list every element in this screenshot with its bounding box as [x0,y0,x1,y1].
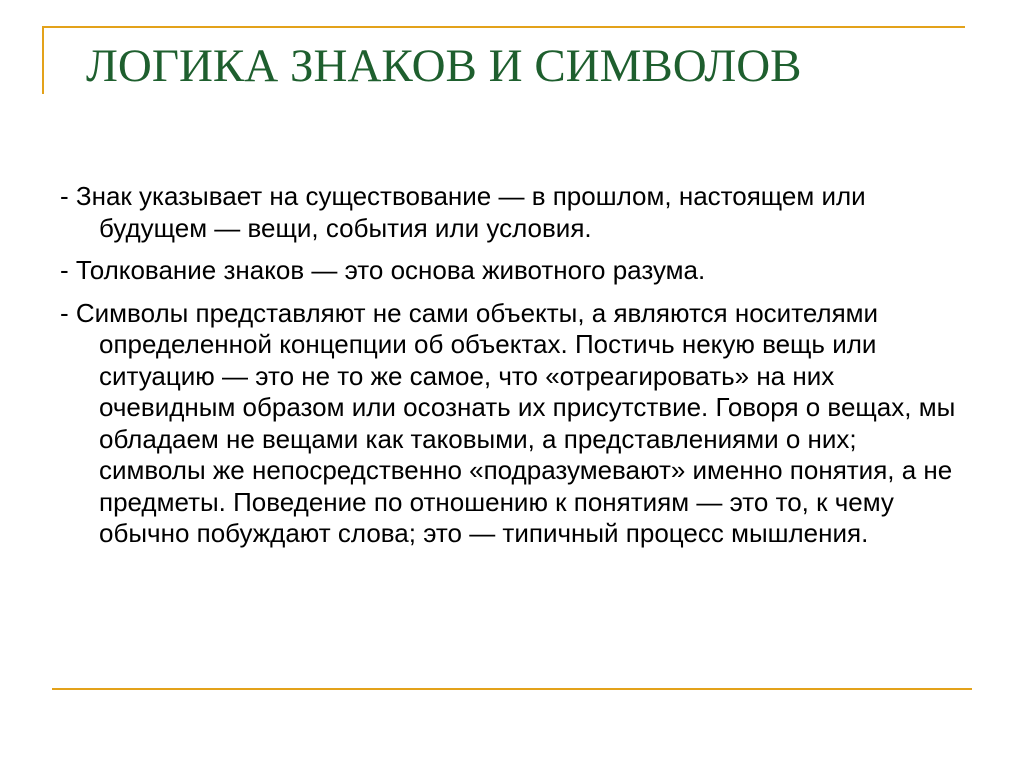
paragraph-sign-interpretation: - Толкование знаков — это основа животного разума. [60,255,706,285]
bottom-accent-line [52,688,972,690]
left-accent-line [42,26,44,94]
paragraph-symbols: - Символы представляют не сами объекты, а являются носителями определенной концепции об объектах. Постичь некую вещь или ситуацию — это не то же самое, что «отреагировать» на них очевидным образом или осознать их присутствие. Говоря о вещах, мы обладаем не вещами как таковыми, а представлениями о них; символы же непосредственно «подразумевают» именно понятия, а не предметы. Поведение по отношению к понятиям — это то, к чему обычно побуждают слова; это — типичный процесс мышления. [60,297,956,548]
slide-title: ЛОГИКА ЗНАКОВ И СИМВОЛОВ [86,40,802,92]
slide-body [60,181,970,561]
paragraph-sign-existence: - Знак указывает на существование — в прошлом, настоящем или будущем — вещи, события или условия. [60,181,866,243]
top-accent-line [42,26,965,28]
